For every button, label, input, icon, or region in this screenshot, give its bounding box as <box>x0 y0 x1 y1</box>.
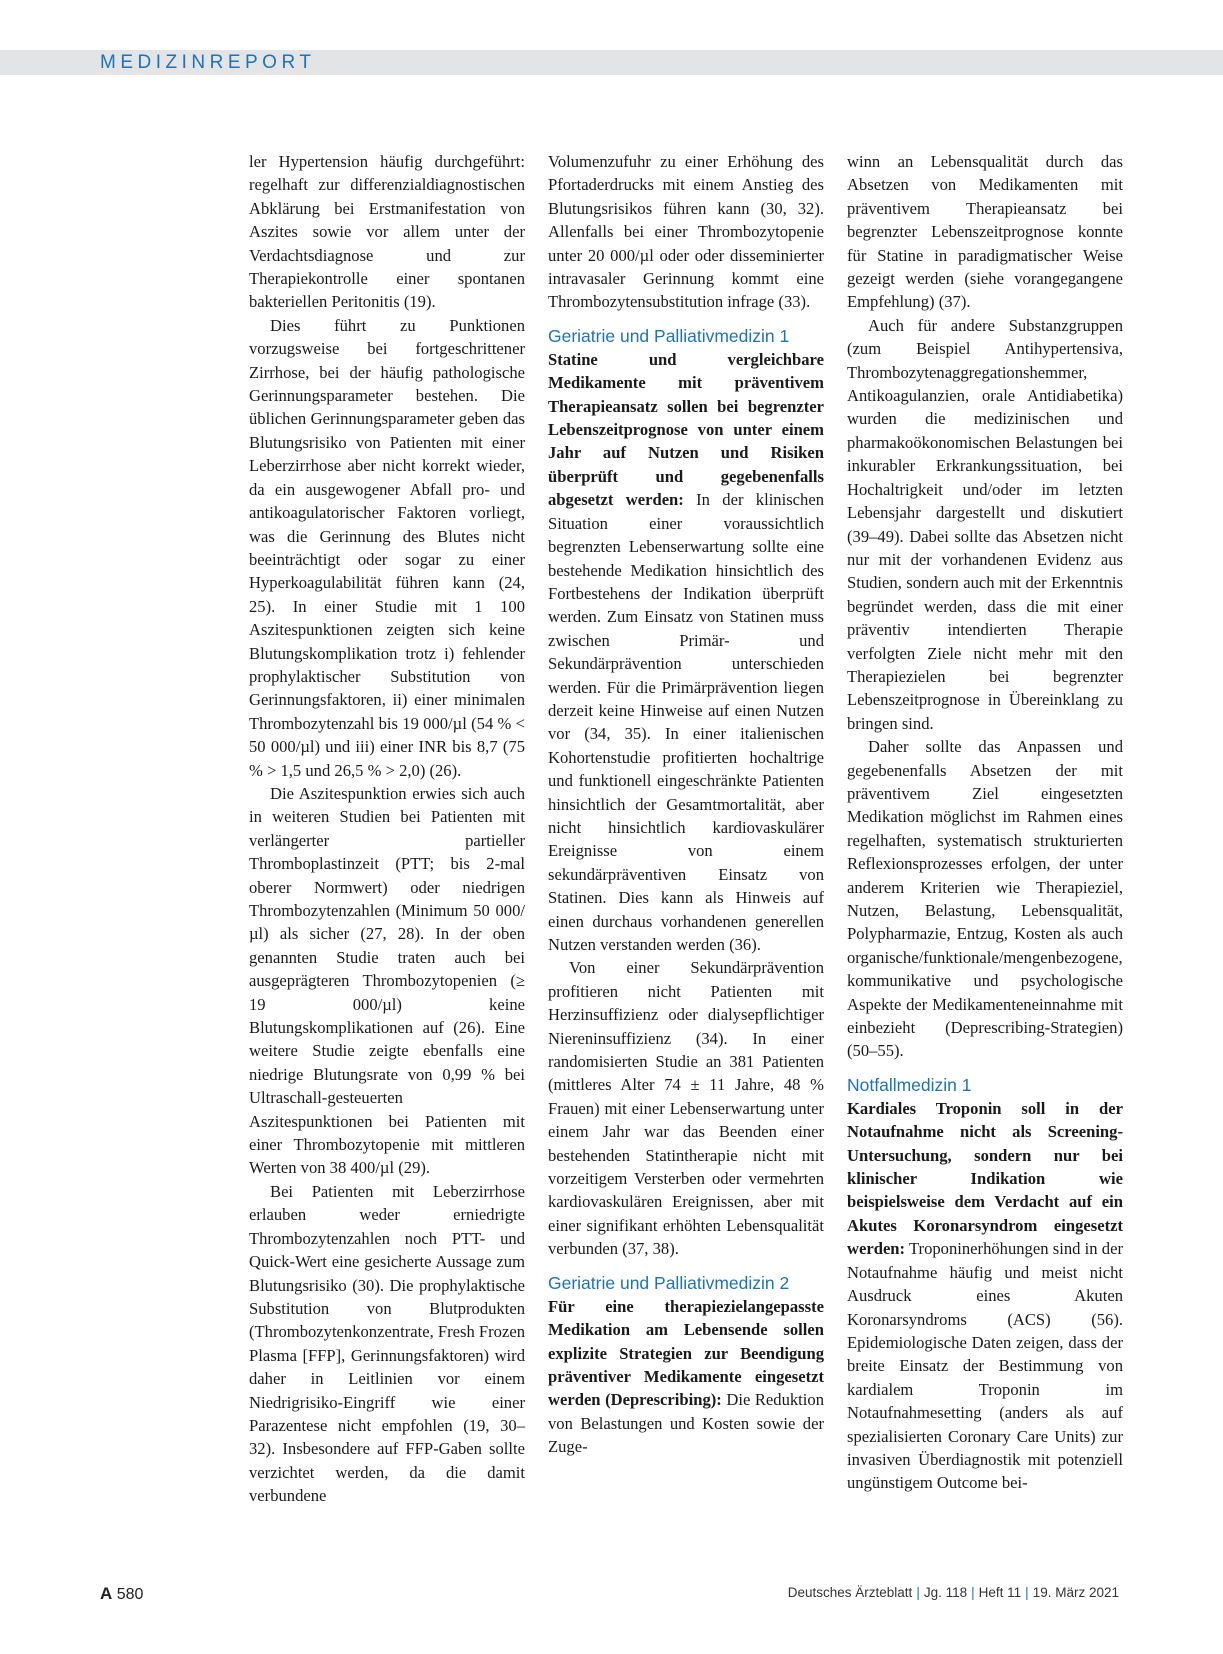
section-heading: Geriatrie und Palliativmedizin 1 <box>548 325 790 346</box>
section-heading: Geriatrie und Palliativmedizin 2 <box>548 1272 790 1293</box>
recommendation-body: Troponinerhöhungen sind in der Notaufnahme häufig und meist nicht Ausdruck eines Akuten Koronarsyndroms (ACS) (56). Epidemiologische Daten zeigen, dass der breite Einsatz der Bestimmung von kardialem Troponin im Notaufnahmesetting (anders als auf spezialisierten Coronary Care Units) zur invasiven Überdiagnostik mit potenziell ungünstigem Outcome bei- <box>847 1239 1123 1493</box>
paragraph: Die Aszitespunktion erwies sich auch in weiteren Studien bei Patienten mit verlängerter partieller Thromboplastinzeit (PTT; bis 2-mal oberer Normwert) oder niedrigen Thrombozytenzahlen (Minimum 50 000/µl) als sicher (27, 28). In der oben genannten Studie traten auch bei ausgeprägteren Thrombozytopenien (≥ 19 000/µl) keine Blutungskomplikationen auf (26). Eine weitere Studie zeigte ebenfalls eine niedrige Blutungsrate von 0,99 % bei Ultraschall-gesteuerten Aszitespunktionen bei Patienten mit einer Thrombozytopenie mit mittleren Werten von 38 400/µl (29). <box>249 783 525 1178</box>
recommendation-paragraph <box>548 1295 824 1459</box>
paragraph: Daher sollte das Anpassen und gegebenenfalls Absetzen der mit präventivem Ziel eingesetzten Medikation möglichst im Rahmen eines regelhaften, systematisch strukturierten Reflexionsprozesses erfolgen, der unter anderem Kriterien wie Therapieziel, Nutzen, Belastung, Lebensqualität, Polypharmazie, Entzug, Kosten als auch organische/funktionale/mengenbezogene, kommunikative und psychologische Aspekte der Medikamenteneinnahme mit einbezieht (Deprescribing-Strategien) (50–55). <box>847 737 1123 1061</box>
journal-issue: Heft 11 <box>978 1585 1022 1600</box>
page-prefix: A <box>100 1584 113 1603</box>
paragraph: Volumenzufuhr zu einer Erhöhung des Pfortaderdrucks mit einem Anstieg des Blutungsrisikos führen kann (30, 32). Allenfalls bei einer Thrombozytopenie unter 20 000/µl oder oder disseminierter intravasaler Gerinnung kommt eine Thrombozytensubstitution infrage (33). <box>548 152 824 312</box>
journal-name: Deutsches Ärzteblatt <box>787 1585 913 1600</box>
recommendation-lead: Statine und vergleichbare Medikamente mit präventivem Therapieansatz sollen bei begrenzter Lebenszeitprognose von unter einem Jahr auf Nutzen und Risiken überprüft und gegebenenfalls abgesetzt werden: <box>548 349 824 510</box>
section-title: MEDIZINREPORT <box>100 52 316 73</box>
paragraph: Dies führt zu Punktionen vorzugsweise bei fortgeschrittener Zirrhose, bei der häufig pathologische Gerinnungsparameter bestehen. Die üblichen Gerinnungsparameter geben das Blutungsrisiko von Patienten mit einer Leberzirrhose aber nicht korrekt wieder, da ein ausgewogener Abfall pro- und antikoagulatorischer Faktoren vorliegt, was die Gerinnung des Blutes nicht beeinträchtigt oder sogar zu einer Hyperkoagulabilität führen kann (24, 25). In einer Studie mit 1 100 Aszitespunktionen zeigten sich keine Blutungskomplikation trotz i) fehlender prophylaktischer Substitution von Gerinnungsfaktoren, ii) einer minimalen Thrombozytenzahl bis 19 000/µl (54 % < 50 000/µl) und iii) einer INR bis 8,7 (75 % > 1,5 und 26,5 % > 2,0) (26). <box>249 315 525 780</box>
page-number <box>100 1584 143 1604</box>
recommendation-paragraph <box>548 348 824 957</box>
recommendation-lead: Kardiales Troponin soll in der Notaufnahme nicht als Screening-Untersuchung, sondern nur bei klinischer Indikation wie beispielsweise dem Verdacht auf ein Akutes Koronarsyndrom eingesetzt werden: <box>847 1098 1123 1259</box>
recommendation-lead: Für eine therapiezielangepasste Medikation am Lebensende sollen explizite Strategien zur Beendigung präventiver Medikamente eingesetzt werden (Deprescribing): <box>548 1296 824 1410</box>
paragraph: Auch für andere Substanzgruppen (zum Beispiel Antihypertensiva, Thrombozytenaggregationshemmer, Antikoagulanzien, orale Antidiabetika) wurden die medizinischen und pharmakoökonomischen Belastungen bei inkurabler Erkrankungssituation, bei Hochaltrigkeit und/oder im letzten Lebensjahr dargestellt und diskutiert (39–49). Dabei sollte das Absetzen nicht nur mit der vorhandenen Evidenz aus Studien, sondern auch mit der Erkenntnis begründet werden, dass die mit einer präventiv intendierten Therapie verfolgten Ziele nicht mehr mit den Therapiezielen bei begrenzter Lebenszeitprognose in Übereinklang zu bringen sind. <box>847 315 1123 733</box>
journal-date: 19. März 2021 <box>1032 1585 1119 1600</box>
text-column-3 <box>847 150 1123 1495</box>
paragraph: winn an Lebensqualität durch das Absetzen von Medikamenten mit präventivem Therapieansatz bei begrenzter Lebenszeitprognose konnte für Statine in paradigmatischer Weise gezeigt werden (siehe vorangegangene Empfehlung) (37). <box>847 152 1123 312</box>
paragraph: Bei Patienten mit Leberzirrhose erlauben weder erniedrigte Thrombozytenzahlen noch PTT- und Quick-Wert eine gesicherte Aussage zum Blutungsrisiko (30). Die prophylaktische Substitution von Blutprodukten (Thrombozytenkonzentrate, Fresh Frozen Plasma [FFP], Gerinnungsfaktoren) wird daher in Leitlinien vor einem Niedrigrisiko-Eingriff wie einer Parazentese nicht empfohlen (19, 30–32). Insbesondere auf FFP-Gaben sollte verzichtet werden, da die damit verbundene <box>249 1181 526 1506</box>
journal-volume: Jg. 118 <box>923 1585 968 1600</box>
paragraph: ler Hypertension häufig durchgeführt: regelhaft zur differenzialdiagnostischen Abklärung bei Erstmanifestation von Aszites sowie vor allem unter der Verdachtsdiagnose und zur Therapiekontrolle einer spontanen bakteriellen Peritonitis (19). <box>249 152 525 312</box>
text-column-1 <box>249 150 525 1508</box>
paragraph: Von einer Sekundärprävention profitieren nicht Patienten mit Herzinsuffizienz oder dialysepflichtiger Niereninsuffizienz (34). In einer randomisierten Studie an 381 Patienten (mittleres Alter 74 ± 11 Jahre, 48 % Frauen) mit einer Lebenserwartung unter einem Jahr war das Beenden einer bestehenden Statintherapie nicht mit vorzeitigem Versterben oder vermehrten kardiovaskulären Ereignissen, aber mit einer signifikant erhöhten Lebensqualität verbunden (37, 38). <box>548 958 824 1259</box>
recommendation-paragraph <box>847 1097 1123 1495</box>
recommendation-body: Die Reduktion von Belastungen und Kosten sowie der Zuge- <box>548 1390 824 1457</box>
section-heading: Notfallmedizin 1 <box>847 1074 972 1095</box>
page-number-value: 580 <box>116 1586 144 1603</box>
text-column-2 <box>548 150 824 1459</box>
recommendation-body: In der klinischen Situation einer voraussichtlich begrenzten Lebenserwartung sollte eine bestehende Medikation hinsichtlich des Fortbestehens der Indikation überprüft werden. Zum Einsatz von Statinen muss zwischen Primär- und Sekundärprävention unterschieden werden. Für die Primärprävention liegen derzeit keine Hinweise auf einen Nutzen vor (34, 35). In einer italienischen Kohortenstudie profitierten hochaltrige und funktionell eingeschränkte Patienten hinsichtlich der Gesamtmortalität, aber nicht hinsichtlich kardiovaskulärer Ereignisse von einem sekundärpräventiven Einsatz von Statinen. Dies kann als Hinweis auf einen durchaus vorhandenen generellen Nutzen verstanden werden (36). <box>548 490 824 954</box>
journal-citation: Deutsches Ärzteblatt | Jg. 118 | Heft 11 | 19. März 2021 <box>787 1585 1119 1600</box>
